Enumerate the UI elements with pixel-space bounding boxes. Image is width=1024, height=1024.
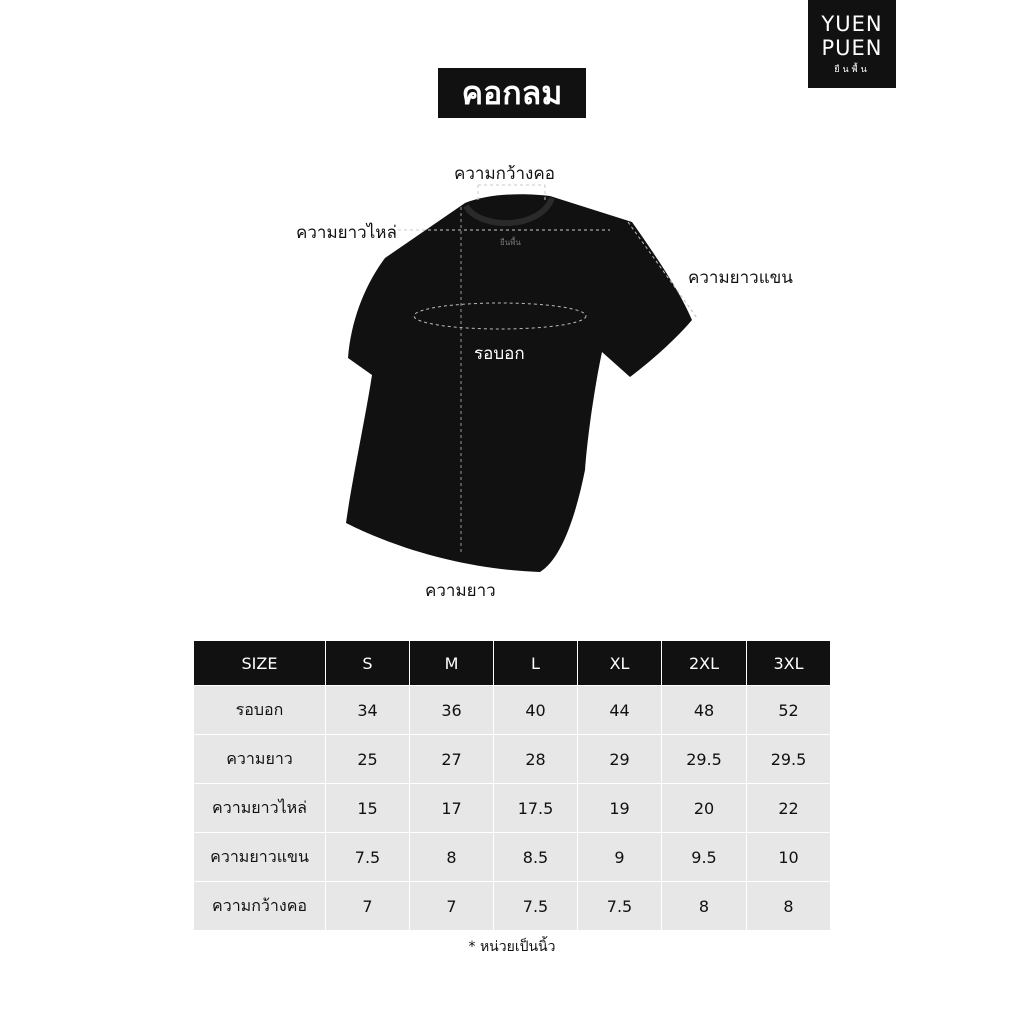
table-cell: 8: [662, 882, 747, 931]
table-cell: 34: [326, 686, 410, 735]
table-cell: 29.5: [747, 735, 831, 784]
table-cell: 25: [326, 735, 410, 784]
table-row: [194, 784, 831, 833]
header-m: M: [410, 641, 494, 686]
table-cell: 7: [326, 882, 410, 931]
table-cell: 15: [326, 784, 410, 833]
table-cell: 8.5: [494, 833, 578, 882]
table-cell: 40: [494, 686, 578, 735]
header-size: SIZE: [194, 641, 326, 686]
table-cell: 9: [578, 833, 662, 882]
neck-tag: ยืนพื้น: [500, 238, 521, 247]
table-cell: 20: [662, 784, 747, 833]
header-xl: XL: [578, 641, 662, 686]
table-cell: 10: [747, 833, 831, 882]
table-cell: 7.5: [494, 882, 578, 931]
table-cell: 8: [410, 833, 494, 882]
table-cell: 7.5: [326, 833, 410, 882]
table-cell: 28: [494, 735, 578, 784]
table-cell: 8: [747, 882, 831, 931]
header-s: S: [326, 641, 410, 686]
row-label: ความยาว: [194, 735, 326, 784]
sleeve-label: ความยาวแขน: [688, 268, 793, 288]
table-cell: 22: [747, 784, 831, 833]
row-label: ความกว้างคอ: [194, 882, 326, 931]
table-cell: 29: [578, 735, 662, 784]
row-label: รอบอก: [194, 686, 326, 735]
logo-line3: ยืนพื้น: [834, 65, 870, 75]
table-cell: 48: [662, 686, 747, 735]
row-label: ความยาวแขน: [194, 833, 326, 882]
table-row: [194, 686, 831, 735]
table-header-row: [194, 641, 831, 686]
page-title: คอกลม: [438, 68, 586, 118]
chest-label: รอบอก: [474, 344, 525, 364]
table-cell: 9.5: [662, 833, 747, 882]
unit-note: * หน่วยเป็นนิ้ว: [468, 939, 556, 955]
table-cell: 7: [410, 882, 494, 931]
header-l: L: [494, 641, 578, 686]
tshirt-illustration: [346, 194, 692, 572]
table-row: [194, 833, 831, 882]
table-cell: 17.5: [494, 784, 578, 833]
header-2xl: 2XL: [662, 641, 747, 686]
table-cell: 7.5: [578, 882, 662, 931]
table-cell: 44: [578, 686, 662, 735]
row-label: ความยาวไหล่: [194, 784, 326, 833]
table-cell: 19: [578, 784, 662, 833]
size-chart-table: [193, 640, 831, 931]
table-row: [194, 882, 831, 931]
length-label: ความยาว: [425, 581, 496, 601]
table-cell: 27: [410, 735, 494, 784]
logo-line2: PUEN: [821, 36, 883, 60]
neck-width-label: ความกว้างคอ: [454, 164, 555, 184]
table-row: [194, 735, 831, 784]
table-cell: 29.5: [662, 735, 747, 784]
shoulder-label: ความยาวไหล่: [296, 223, 397, 243]
table-cell: 36: [410, 686, 494, 735]
header-3xl: 3XL: [747, 641, 831, 686]
table-cell: 52: [747, 686, 831, 735]
table-cell: 17: [410, 784, 494, 833]
logo-line1: YUEN: [821, 12, 883, 36]
